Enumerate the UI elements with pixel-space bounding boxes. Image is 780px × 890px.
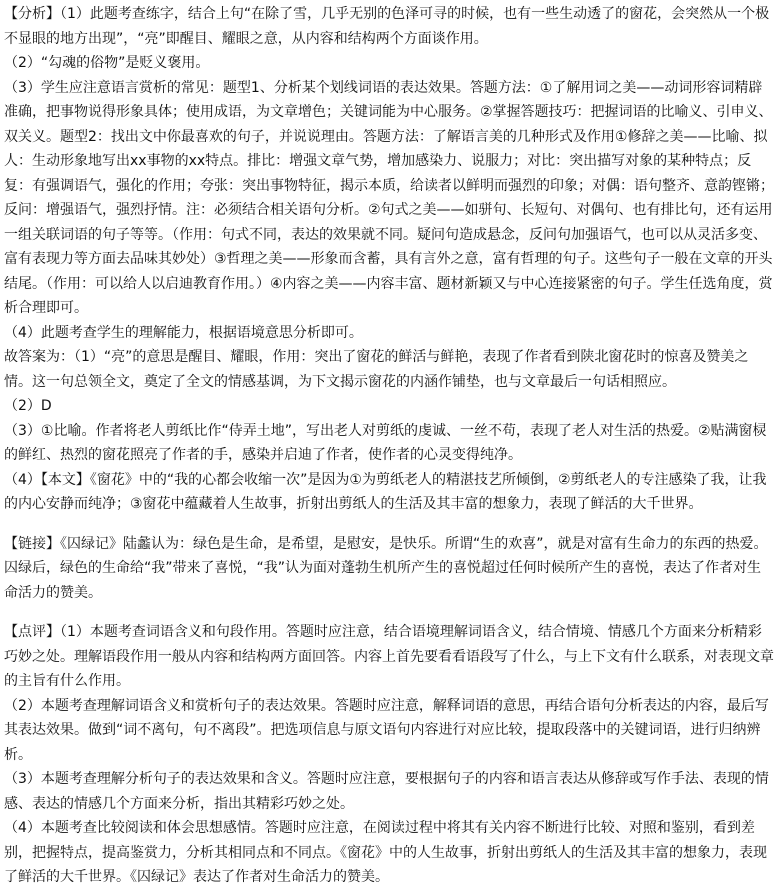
analysis-section xyxy=(4,2,774,517)
comment-part-4: （4）本题考查比较阅读和体会思想感情。答题时应注意，在阅读过程中将其有关内容不断进行比较、对照和鉴别，看到差别，把握特点，提高鉴赏力，分析其相同点和不同点。《窗花》中的人生故事，折射出剪纸人的生活及其丰富的想象力，表现了鲜活的大千世界。《囚绿记》表达了作者对生命活力的赞美。 xyxy=(4,820,767,885)
section-spacer xyxy=(4,517,774,532)
link-paragraph: 【链接】《囚绿记》陆蠡认为：绿色是生命，是希望，是慰安，是快乐。所谓“生的欢喜”，就是对富有生命力的东西的热爱。囚绿后，绿色的生命给“我”带来了喜悦，“我”认为面对蓬勃生机所产生的喜悦超过任何时候所产生的喜悦，表达了作者对生命活力的赞美。 xyxy=(4,535,768,601)
analysis-part-3: （3）学生应注意语言赏析的常见：题型1、分析某个划线词语的表达效果。答题方法：①了解用词之美——动词形容词精辟准确，把事物说得形象具体；使用成语，为文章增色；关键词能为中心服务。②掌握答题技巧：把握词语的比喻义、引申义、双关义。题型2：找出文中你最喜欢的句子，并说说理由。答题方法：了解语言美的几种形式及作用①修辞之美——比喻、拟人：生动形象地写出xx事物的xx特点。排比：增强文章气势，增加感染力、说服力；对比：突出描写对象的某种特点；反复：有强调语气，强化的作用；夸张：突出事物特征，揭示本质，给读者以鲜明而强烈的印象；对偶：语句整齐、意韵铿锵；反问：增强语气，强烈抒情。注：必须结合相关语句分析。②句式之美——如骈句、长短句、对偶句、也有排比句，还有运用一组关联词语的句子等等。（作用：句式不同，表达的效果就不同。疑问句造成悬念，反问句加强语气，也可以从灵活多变、富有表现力等方面去品味其妙处）③哲理之美——形象而含蓄，具有言外之意，富有哲理的句子。这些句子一般在文章的开头结尾。（作用：可以给人以启迪教育作用。）④内容之美——内容丰富、题材新颖又与中心连接紧密的句子。学生任选角度，赏析合理即可。 xyxy=(4,79,774,316)
answer-part-3: （3）①比喻。作者将老人剪纸比作“侍弄土地”，写出老人对剪纸的虔诚、一丝不苟，表现了老人对生活的热爱。②贴满窗棂的鲜红、热烈的窗花照亮了作者的手，感染并启迪了作者，使作者的心灵变得纯净。 xyxy=(4,422,767,463)
comment-part-3: （3）本题考查理解分析句子的表达效果和含义。答题时应注意，要根据句子的内容和语言表达从修辞或写作手法、表现的情感、表达的情感几个方面来分析，指出其精彩巧妙之处。 xyxy=(4,771,769,812)
analysis-part-2: （2）“勾魂的俗物”是贬义褒用。 xyxy=(4,55,210,71)
analysis-part-1: 【分析】（1）此题考查练字，结合上句“在除了雪，几乎无别的色泽可寻的时候，也有一些生动透了的窗花，会突然从一个极不显眼的地方出现”，“亮”即醒目、耀眼之意，从内容和结构两个方面谈作用。 xyxy=(4,6,770,47)
comment-part-2: （2）本题考查理解词语含义和赏析句子的表达效果。答题时应注意，解释词语的意思，再结合语句分析表达的内容，最后写其表达效果。做到“词不离句，句不离段”。把选项信息与原文语句内容进行对应比较，提取段落中的关键词语，进行归纳辨析。 xyxy=(4,697,769,763)
answer-part-1: 故答案为：（1）“亮”的意思是醒目、耀眼，作用：突出了窗花的鲜活与鲜艳，表现了作者看到陕北窗花时的惊喜及赞美之情。这一句总领全文，奠定了全文的情感基调，为下文揭示窗花的内涵作铺垫，也与文章最后一句话相照应。 xyxy=(4,349,749,390)
section-spacer xyxy=(4,605,774,620)
comment-part-1: 【点评】（1）本题考查词语含义和句段作用。答题时应注意，结合语境理解词语含义，结合情境、情感几个方面来分析精彩巧妙之处。理解语段作用一般从内容和结构两方面回答。内容上首先要看看语段写了什么，与上下文有什么联系，对表现文章的主旨有什么作用。 xyxy=(4,624,774,689)
answer-part-4: （4）【本文】《窗花》中的“我的心都会收缩一次”是因为①为剪纸老人的精湛技艺所倾倒，②剪纸老人的专注感染了我，让我的内心安静而纯净；③窗花中蕴藏着人生故事，折射出剪纸人的生活及其丰富的想象力，表现了鲜活的大千世界。 xyxy=(4,471,767,512)
analysis-part-4: （4）此题考查学生的理解能力，根据语境意思分析即可。 xyxy=(4,324,363,341)
comment-section xyxy=(4,620,774,890)
link-section xyxy=(4,532,774,606)
answer-part-2: （2）D xyxy=(4,398,52,414)
